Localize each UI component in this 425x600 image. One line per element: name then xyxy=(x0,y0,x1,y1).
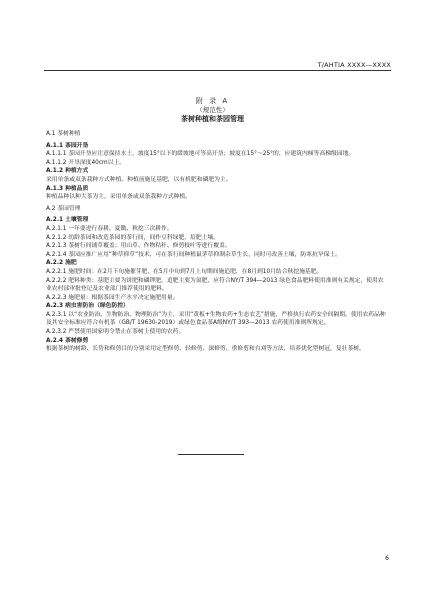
annex-title: 附 录 A xyxy=(195,97,230,105)
section-heading-a11: A.1.1 茶园开垦 xyxy=(46,142,89,149)
paragraph-a214: A.2.1.4 茶园应推广应用“种草抑草”技术，可在茶行间种植鼠茅草抑制杂草生长，同时可改善土壤，防寒抗旱保土。 xyxy=(46,251,341,258)
annex-normative-label: （规范性） xyxy=(196,106,229,114)
page-number: 6 xyxy=(385,555,389,562)
section-heading-a12: A.1.2 种植方式 xyxy=(46,168,89,175)
paragraph-a13: 种植品种以种大茶为主，采用单条或双条栽种方式种植。 xyxy=(46,194,191,201)
annex-subtitle: 茶树种植和茶园管理 xyxy=(181,115,244,123)
section-heading-a23: A.2.3 病虫害防治（绿色防控） xyxy=(46,303,129,310)
section-heading-a24: A.2.4 茶树修剪 xyxy=(46,337,89,344)
end-divider xyxy=(178,454,244,455)
paragraph-a223: A.2.2.3 施肥量：根据茶园生产水平决定施肥用量。 xyxy=(46,294,179,301)
paragraph-a213: A.2.1.3 茶树行间铺草覆盖；用山草、作物秸秆、修剪枝叶等进行覆盖。 xyxy=(46,243,231,250)
standard-code: T/AHTIA XXXX—XXXX xyxy=(317,61,391,69)
paragraph-a212: A.2.1.2 幼龄茶园和改造茶园的茶行间，间作豆科绿肥，培肥土壤。 xyxy=(46,234,220,241)
paragraph-a111: A.1.1.1 茶园开垦应注意保持水土，坡度15°以下的缓坡地可等高开垦；坡度在15°～25°的，应建筑内倾等高梯级园地。 xyxy=(46,151,355,158)
section-heading-a21: A.2.1 土壤管理 xyxy=(46,217,89,224)
paragraph-a112: A.1.1.2 开垦深度40cm以上。 xyxy=(46,159,126,166)
paragraph-a24: 根据茶树的树龄、长势和修剪目的分别采用定型修剪、轻修剪、深修剪、重修剪和台刈等方法，培养优化型树冠，复壮茶树。 xyxy=(46,346,365,353)
section-heading-a1: A.1 茶树种植 xyxy=(46,131,81,137)
paragraph-a222: A.2.2.2 肥料种类：基肥主要为饼肥和磷钾肥，追肥主要为氮肥，应符合NY/T 394—2013 绿色食品肥料使用准则有关规定，使用农业农村部审批登记及农业部门推荐使用的肥料。 xyxy=(46,277,384,293)
section-heading-a2: A.2 茶园管理 xyxy=(46,205,81,212)
header-divider xyxy=(44,70,391,71)
section-heading-a22: A.2.2 施肥 xyxy=(46,260,77,267)
paragraph-a221: A.2.2.1 施肥时间：在2月下旬施催芽肥，在5月中旬到7月上旬期间施追肥，在8月到10月结合秋挖施基肥。 xyxy=(46,268,323,275)
paragraph-a211: A.2.1.1 一年要进行春耕、夏锄、秋挖三次耕作。 xyxy=(46,225,173,232)
paragraph-a12: 采用单条或双条栽种方式种植。种植前施足基肥，以有机肥和磷肥为主。 xyxy=(46,176,232,183)
section-heading-a13: A.1.3 种植品质 xyxy=(46,185,89,192)
paragraph-a231: A.2.3.1 以“农业防治、生物防治、物理防治”为主，采用“黄板+生物农药+生态农艺”措施，严格执行农药安全间隔期。使用农药品种及其安全标准应符合有机茶（GB/T 19630-2019）或绿色食品茶A级NY/T 393—2013 农药使用准则所规定。 xyxy=(46,311,386,327)
document-body xyxy=(46,127,389,354)
paragraph-a232: A.2.3.2 严禁使用国家明令禁止在茶树上使用的农药。 xyxy=(46,329,185,336)
